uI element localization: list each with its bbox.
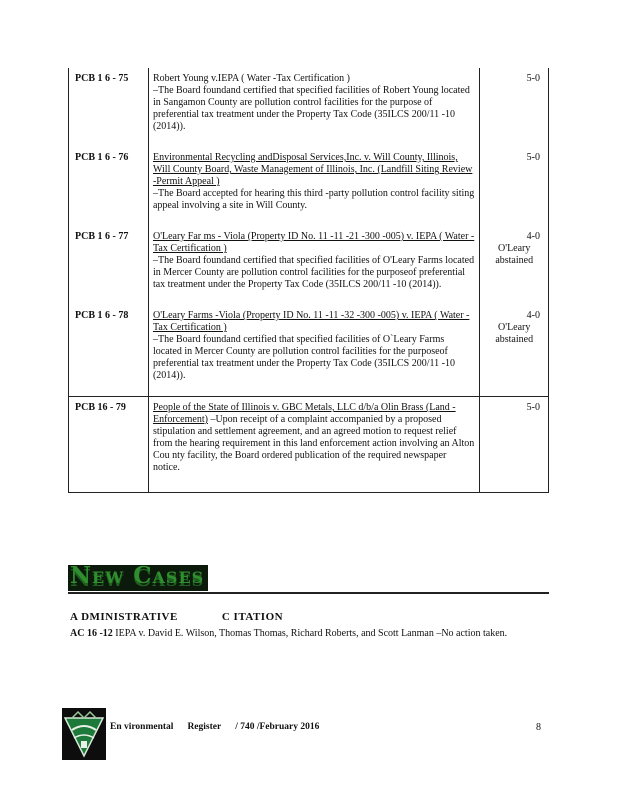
case-row [69,68,549,147]
case-docket: PCB 16 - 79 [69,397,149,493]
section-heading-part: A DMINISTRATIVE [70,611,178,623]
section-heading-part: C ITATION [221,611,284,623]
case-title: O'Leary Far ms - Viola (Property ID No. 11 -11 -21 -300 -005) v. IEPA ( Water -Tax Certification ) [152,231,475,254]
case-row [69,305,549,397]
case-body: –Upon receipt of a complaint accompanied by a proposed stipulation and settlement agreement, and an agreed motion to request relief from the hearing requirement in this land enforcement action involving an Alton Cou nty facility, the Board ordered publication of the required newspaper notice. [152,414,475,473]
case-title: People of the State of Illinois v. GBC Metals, LLC d/b/a Olin Brass (Land -Enforcement) [152,402,456,425]
case-row [69,397,549,493]
case-description [148,226,479,305]
case-description [148,305,479,397]
case-title: O'Leary Farms -Viola (Property ID No. 11 -11 -32 -300 -005) v. IEPA ( Water -Tax Certification ) [152,310,470,333]
case-vote: 4-0 [526,231,540,242]
footer-issue: / 740 /February 2016 [235,722,320,732]
case-body: –The Board foundand certified that specified facilities of Robert Young located in Sangamon County are pollution control facilities for the purpose of preferential tax treatment under the Property Tax Code (35ILCS 200/11 -10 (2014)). [152,85,470,132]
section-banner [68,562,208,591]
case-title: Environmental Recycling andDisposal Services,Inc. v. Will County, Illinois, Will County Board, Waste Management of Illinois, Inc. (Landfill Siting Review -Permit Appeal ) [152,152,473,187]
case-vote-cell [480,397,549,493]
banner-title: New Cases [70,562,205,589]
section-heading [70,611,283,623]
case-docket: PCB 1 6 - 75 [69,68,149,147]
case-vote: 5-0 [526,152,540,163]
case-body: –The Board foundand certified that specified facilities of O`Leary Farms located in Mercer County are pollution control facilities for the purposeof preferential tax treatment under the Property Tax Code (35ILCS 200/11 -10 (2014)). [152,334,455,381]
case-table [68,68,549,493]
case-vote-note: O'Leary abstained [495,322,534,345]
case-body: –The Board accepted for hearing this third -party pollution control facility siting appeal involving a site in Will County. [152,188,475,211]
case-vote-cell [480,68,549,147]
case-vote-note: O'Leary abstained [495,243,534,266]
case-docket: PCB 1 6 - 77 [69,226,149,305]
board-seal-icon [62,708,106,760]
case-title: Robert Young v.IEPA ( Water -Tax Certification ) [152,73,350,84]
case-body: –The Board foundand certified that specified facilities of O'Leary Farms located in Mercer County are pollution control facilities for the purposeof preferential tax treatment under the Property Tax Code (35ILCS 200/11 -10 (2014)). [152,255,475,290]
footer [110,722,333,732]
case-description [148,397,479,493]
case-vote-cell [480,147,549,226]
footer-register: Register [187,722,222,732]
case-vote-cell [480,226,549,305]
case-vote: 5-0 [526,73,540,84]
section-divider [68,592,549,594]
case-vote: 4-0 [526,310,540,321]
case-row [69,147,549,226]
case-docket: PCB 1 6 - 78 [69,305,149,397]
case-vote: 5-0 [526,402,540,413]
citation-entry [70,627,540,640]
case-row [69,226,549,305]
footer-publication: En vironmental [110,722,174,732]
citation-docket: AC 16 -12 [70,628,113,639]
case-vote-cell [480,305,549,397]
case-description [148,68,479,147]
case-docket: PCB 1 6 - 76 [69,147,149,226]
page-number: 8 [536,722,541,733]
citation-text: IEPA v. David E. Wilson, Thomas Thomas, Richard Roberts, and Scott Lanman –No action taken. [112,628,508,639]
case-description [148,147,479,226]
